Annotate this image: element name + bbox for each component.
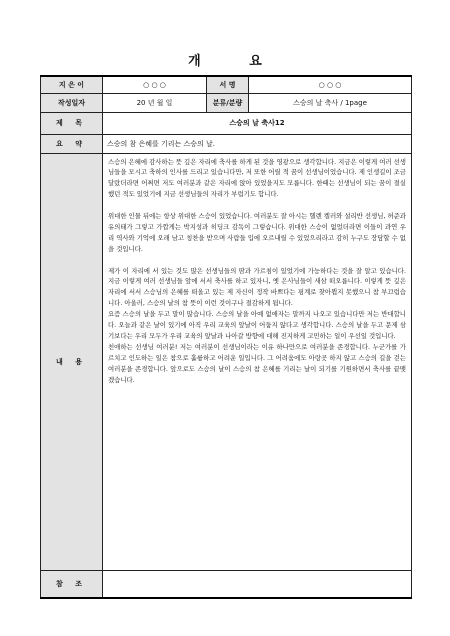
subject-label: 제 목 bbox=[41, 112, 103, 134]
reference-value bbox=[103, 570, 412, 598]
subject-value: 스승의 날 축사12 bbox=[103, 112, 412, 134]
reference-row bbox=[41, 570, 412, 598]
content-row bbox=[41, 153, 412, 570]
date-value: 20 년 월 일 bbox=[103, 93, 207, 112]
author-row bbox=[41, 76, 412, 93]
summary-value: 스승의 참 은혜를 기리는 스승의 날. bbox=[103, 134, 412, 153]
document-title: 개 요 bbox=[188, 54, 284, 69]
content-body bbox=[103, 153, 412, 570]
content-paragraph: 위대한 인물 뒤에는 항상 위대한 스승이 있었습니다. 여러분도 잘 아시는 헬렌 켈러와 설리반 선생님, 허준과 유의태가 그렇고 가깝게는 박지성과 히딩크 감독이 그렇습니다. 위대한 스승이 없었더라면 이들이 과연 우리 역사와 기억에 오래 남고 칭찬을 받으며 사람들 입에 오르내릴 수 있었으리라고 감히 누구도 장담할 수 없을 것입니다. bbox=[108, 212, 406, 253]
content-paragraph: 친애하는 선생님 여러분! 저는 여러분이 선생님이라는 이유 하나만으로 여러분을 존경합니다. 누군가를 가르치고 인도하는 일은 참으로 훌륭하고 어려운 일입니다. 그 어려움에도 아랑곳 하지 않고 스승의 길을 걷는 여러분을 존경합니다. 앞으로도 스승의 날이 스승의 참 은혜를 기리는 날이 되기를 기원하면서 축사를 끝맺겠습니다. bbox=[108, 342, 406, 384]
narrator-label: 서 명 bbox=[207, 76, 249, 93]
category-value: 스승의 날 축사 / 1page bbox=[249, 93, 412, 112]
summary-label: 요 약 bbox=[41, 134, 103, 153]
reference-label: 참 조 bbox=[41, 570, 103, 598]
overview-form-table bbox=[40, 75, 412, 599]
summary-row bbox=[41, 134, 412, 153]
subject-row bbox=[41, 112, 412, 134]
date-category-row bbox=[41, 93, 412, 112]
author-label: 지 은 이 bbox=[41, 76, 103, 93]
narrator-value: ○ ○ ○ bbox=[249, 76, 412, 93]
category-label: 분류/분량 bbox=[207, 93, 249, 112]
date-label: 작성일자 bbox=[41, 93, 103, 112]
content-paragraph: 요즘 스승의 날을 두고 말이 많습니다. 스승의 날을 아예 없애자는 말까지 나오고 있습니다만 저는 반대합니다. 오늘과 같은 날이 있기에 아직 우리 교육의 앞날이 어둡지 않다고 생각합니다. 스승의 날을 두고 문제 삼기보다는 우리 모두가 우리 교육의 앞날과 나아갈 방향에 대해 진지하게 고민하는 일이 우선일 것입니다. bbox=[108, 310, 406, 340]
content-paragraph: 스승의 은혜에 감사하는 뜻 깊은 자리에 축사를 하게 된 것을 영광으로 생각합니다. 지금은 이렇게 여러 선생님들을 모시고 축하의 인사를 드리고 있습니다만, 저 또한 어릴 적 꿈이 선생님이었습니다. 제 인생길이 조금 달랐더라면 어쩌면 저도 여러분과 같은 자리에 앉아 있었을지도 모릅니다. 한때는 선생님이 되는 꿈이 절실했던 적도 있었기에 지금 선생님들의 자리가 부럽기도 합니다. bbox=[108, 157, 406, 199]
content-paragraph: 제가 이 자리에 서 있는 것도 많은 선생님들의 땀과 가르침이 있었기에 가능하다는 것을 잘 알고 있습니다. 지금 이렇게 여러 선생님들 앞에 서서 축사를 하고 있자니, 옛 은사님들이 새삼 떠오릅니다. 이렇게 뜻 깊은 자리에 서서 스승님의 은혜를 떠올고 있는 제 자신이 정작 바쁘다는 핑계로 찾아뵙지 못했으니 참 부끄럽습니다. 아울러, 스승의 날의 참 뜻이 이런 것이구나 절감하게 됩니다. bbox=[108, 266, 406, 308]
content-label: 내 용 bbox=[41, 153, 103, 570]
author-value: ○ ○ ○ bbox=[103, 76, 207, 93]
